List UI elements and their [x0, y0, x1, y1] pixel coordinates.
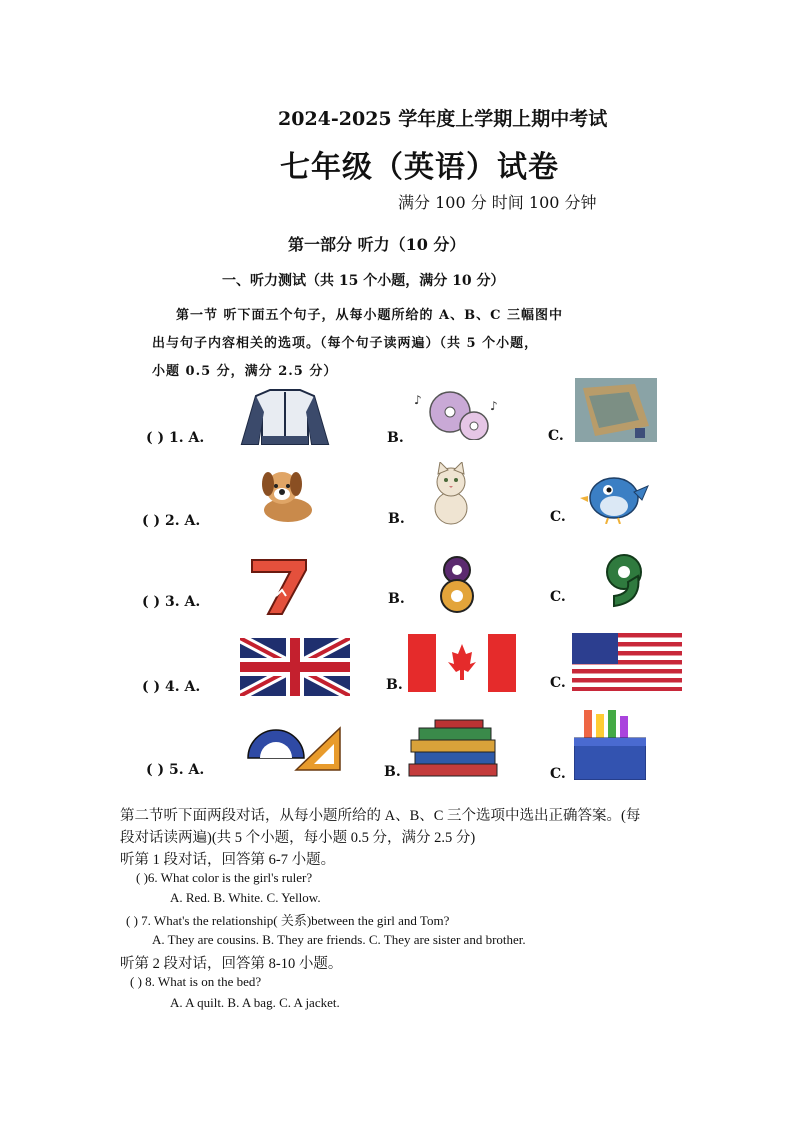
question-7: ( ) 7. What's the relationship( 关系)between the girl and Tom? — [126, 913, 450, 928]
usa-flag-icon — [572, 633, 682, 691]
number-nine-icon — [598, 552, 654, 610]
section1-instruction-2: 出与句子内容相关的选项。（每个句子读两遍）（共 5 个小题， — [152, 336, 539, 351]
number-eight-icon — [434, 554, 480, 614]
exam-meta: 满分 100 分 时间 100 分钟 — [398, 193, 597, 212]
part-title: 第一部分 听力（10 分） — [288, 235, 466, 254]
uk-flag-icon — [240, 638, 350, 696]
q2-option-b: B. — [388, 511, 405, 527]
canada-flag-icon — [408, 634, 516, 692]
question-8-options: A. A quilt. B. A bag. C. A jacket. — [170, 995, 340, 1010]
question-8: ( ) 8. What is on the bed? — [130, 974, 262, 989]
title-line-2: 七年级（英语）试卷 — [280, 150, 559, 185]
number-seven-icon — [248, 556, 310, 616]
dialog1-heading: 听第 1 段对话，回答第 6-7 小题。 — [120, 852, 336, 868]
q3-option-b: B. — [388, 591, 405, 607]
jacket-icon — [240, 388, 330, 446]
dialog2-heading: 听第 2 段对话，回答第 8-10 小题。 — [120, 956, 343, 972]
svg-text:♪: ♪ — [490, 399, 498, 413]
question-6-options: A. Red. B. White. C. Yellow. — [170, 890, 321, 905]
q5-label: ( ) 5. A. — [146, 762, 205, 778]
q3-option-c: C. — [550, 589, 566, 605]
section1-instruction-3: 小题 0.5 分，满分 2.5 分） — [152, 364, 338, 379]
bird-icon — [580, 468, 650, 524]
question-7-options: A. They are cousins. B. They are friends. C. They are sister and brother. — [152, 932, 526, 947]
q1-option-b: B. — [387, 430, 404, 446]
section1-instruction-1: 第一节 听下面五个句子，从每小题所给的 A、B、C 三幅图中 — [176, 308, 563, 323]
q2-label: ( ) 2. A. — [142, 513, 201, 529]
q3-label: ( ) 3. A. — [142, 594, 201, 610]
q1-label: ( ) 1. A. — [146, 430, 205, 446]
section-title: 一、听力测试（共 15 个小题，满分 10 分） — [222, 273, 505, 289]
cat-icon — [428, 462, 474, 526]
q2-option-c: C. — [550, 509, 566, 525]
section2-intro-2: 段对话读两遍)(共 5 个小题，每小题 0.5 分，满分 2.5 分) — [120, 830, 476, 846]
svg-text:♪: ♪ — [414, 393, 422, 407]
pencil-case-icon — [574, 708, 646, 780]
q1-option-c: C. — [548, 428, 564, 444]
q4-option-c: C. — [550, 675, 566, 691]
q4-label: ( ) 4. A. — [142, 679, 201, 695]
books-icon — [405, 718, 501, 780]
section2-intro-1: 第二节听下面两段对话，从每小题所给的 A、B、C 三个选项中选出正确答案。(每 — [120, 808, 641, 824]
dog-icon — [248, 466, 320, 524]
cd-disc-icon — [410, 390, 502, 440]
question-6: ( )6. What color is the girl's ruler? — [136, 870, 313, 885]
q5-option-c: C. — [550, 766, 566, 782]
q4-option-b: B. — [386, 677, 403, 693]
map-icon — [575, 378, 657, 442]
ruler-protractor-icon — [244, 724, 344, 772]
q5-option-b: B. — [384, 764, 401, 780]
title-line-1: 2024-2025 学年度上学期上期中考试 — [278, 108, 608, 130]
